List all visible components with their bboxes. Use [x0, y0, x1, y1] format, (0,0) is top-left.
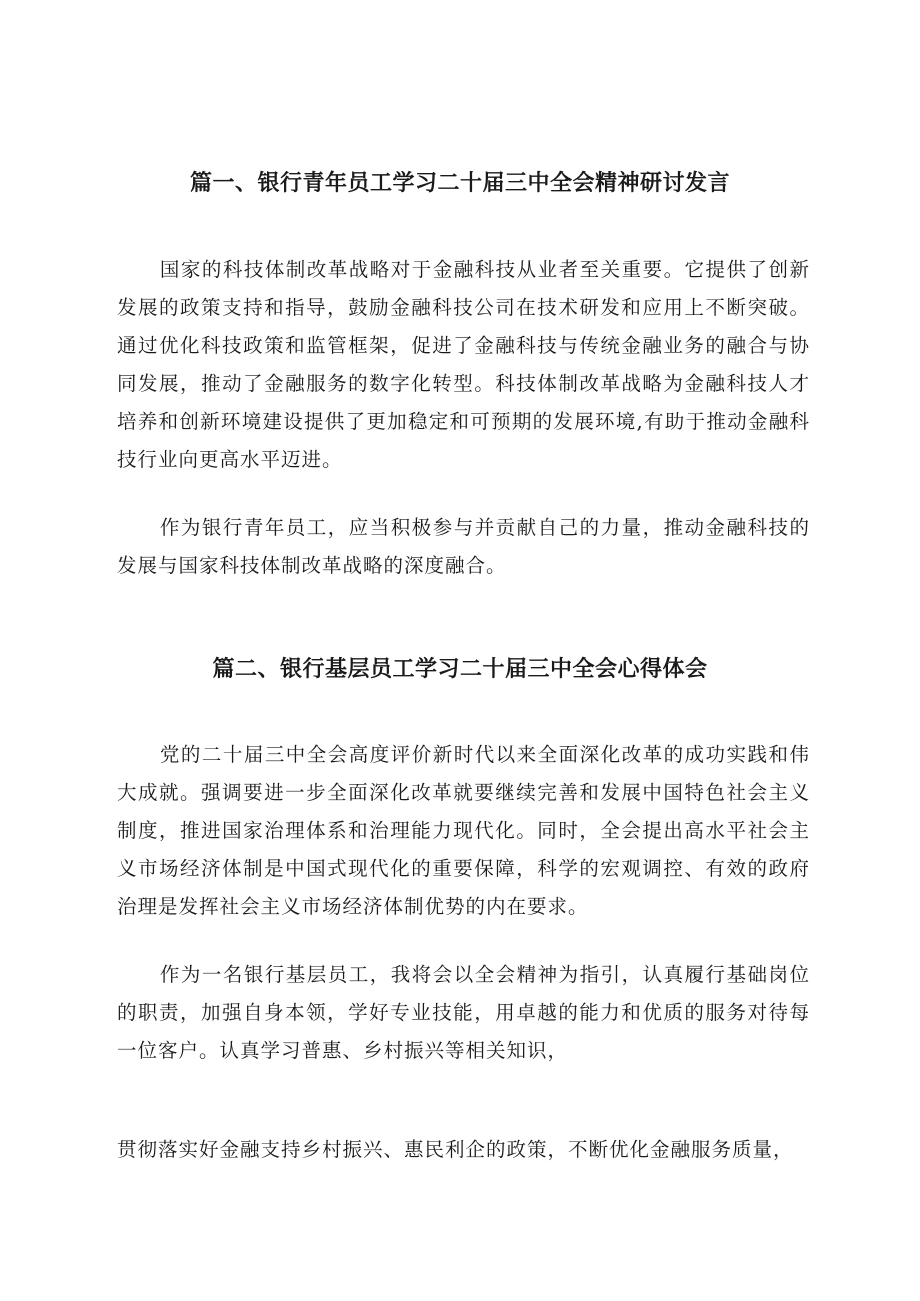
section-2-paragraph-3: 贯彻落实好金融支持乡村振兴、惠民利企的政策，不断优化金融服务质量，: [117, 1138, 794, 1161]
section-1-paragraph-2: 作为银行青年员工，应当积极参与并贡献自己的力量，推动金融科技的发展与国家科技体制改革战略的深度融合。: [117, 516, 810, 577]
section-2-paragraph-1: 党的二十届三中全会高度评价新时代以来全面深化改革的成功实践和伟大成就。强调要进一步全面深化改革就要继续完善和发展中国特色社会主义制度，推进国家治理体系和治理能力现代化。同时，全会提出高水平社会主义市场经济体制是中国式现代化的重要保障，科学的宏观调控、有效的政府治理是发挥社会主义市场经济体制优势的内在要求。: [117, 743, 810, 918]
section-2-paragraph-2: 作为一名银行基层员工，我将会以全会精神为指引，认真履行基础岗位的职责，加强自身本领，学好专业技能，用卓越的能力和优质的服务对待每一位客户。认真学习普惠、乡村振兴等相关知识，: [117, 963, 810, 1062]
section-1-title: 篇一、银行青年员工学习二十届三中全会精神研讨发言: [189, 171, 730, 196]
section-1-paragraph-1: 国家的科技体制改革战略对于金融科技从业者至关重要。它提供了创新发展的政策支持和指导，鼓励金融科技公司在技术研发和应用上不断突破。通过优化科技政策和监管框架，促进了金融科技与传统金融业务的融合与协同发展，推动了金融服务的数字化转型。科技体制改革战略为金融科技人才培养和创新环境建设提供了更加稳定和可预期的发展环境,有助于推动金融科技行业向更高水平迈进。: [117, 258, 810, 471]
section-2-title: 篇二、银行基层员工学习二十届三中全会心得体会: [212, 657, 708, 682]
